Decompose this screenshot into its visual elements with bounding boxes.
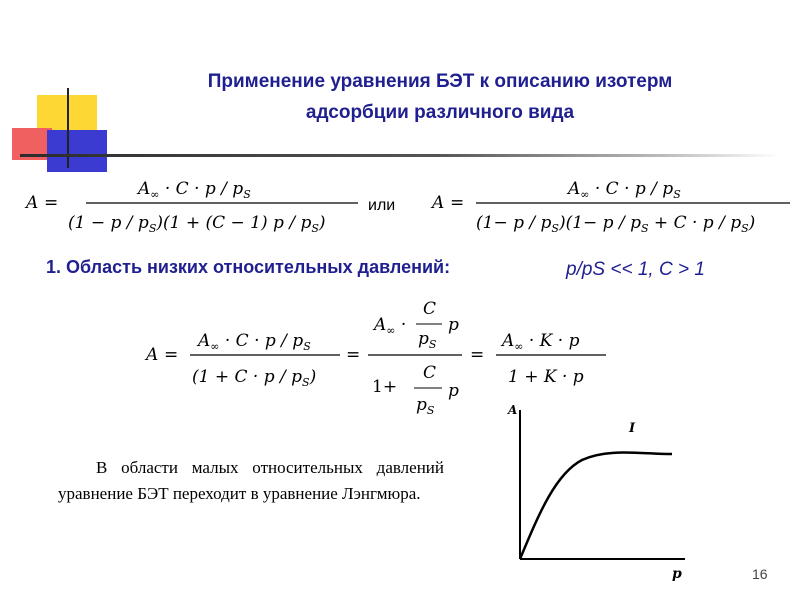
svg-text:C: C <box>423 363 437 383</box>
title-divider <box>20 154 780 157</box>
svg-text:(1 + C · p / pS): $(1 + C \cdot p / p_S)$ <box>192 367 317 389</box>
section-heading: 1. Область низких относительных давлений: <box>46 257 451 277</box>
or-label: или <box>368 197 396 214</box>
y-axis-label: A <box>508 403 518 417</box>
title-line-2: адсорбции различного вида <box>305 102 575 123</box>
svg-text:A: A <box>146 345 159 365</box>
page-number: 16 <box>752 566 768 582</box>
slide-title <box>110 66 770 128</box>
x-axis-label: p <box>672 566 682 582</box>
svg-text:C: C <box>423 299 437 319</box>
svg-text:A∞ · C · p / pS: $A_\infty \cdot C \cdot p / p_S$ <box>138 179 251 201</box>
svg-text:=: = <box>44 193 59 213</box>
svg-text:(1− p / pS)(1− p / pS + C · p: $(1- p / p_S)(1- p / p_S + C \cdot p / p_S)$ <box>476 213 756 235</box>
svg-text:p: p <box>448 315 459 335</box>
explanation-paragraph: В области малых относительных давлений уравнение БЭТ переходит в уравнение Лэнгмюра. <box>58 458 444 503</box>
svg-text:p: p <box>448 381 459 401</box>
svg-text:pS: $p_S$ <box>418 329 437 351</box>
svg-text:A: A <box>26 193 39 213</box>
curve-label: I <box>629 421 636 436</box>
svg-text:pS: $p_S$ <box>416 395 435 417</box>
svg-text:=: = <box>470 345 485 365</box>
svg-text:A∞ · C · p / pS: $A_\infty \cdot C \cdot p / p_S$ <box>568 179 681 201</box>
bet-equation-1 <box>20 172 360 238</box>
svg-text:1+: 1+ <box>372 377 398 397</box>
isotherm-curve <box>520 453 672 560</box>
isotherm-graph <box>500 396 700 586</box>
title-line-1: Применение уравнения БЭТ к описанию изотерм <box>207 71 673 92</box>
svg-text:=: = <box>346 345 361 365</box>
condition-text: p/pS << 1, C > 1 <box>566 259 705 280</box>
svg-text:A∞ · C · p / pS: $A_\infty \cdot C \cdot p / p_S$ <box>198 331 311 353</box>
svg-text:=: = <box>164 345 179 365</box>
decorative-square-blue <box>47 130 107 172</box>
svg-text:A∞ ·: $A_\infty$ · <box>374 315 407 337</box>
bet-equation-2 <box>428 172 793 238</box>
svg-text:=: = <box>450 193 465 213</box>
svg-text:(1 − p / pS)(1 + (C − 1) p / p: $(1 - p / p_S)(1 + (C - 1)$ p / $p_S$) <box>68 213 326 235</box>
svg-text:1 + K · p: 1 + K · p <box>508 367 584 387</box>
svg-text:A∞ · K · p: $A_\infty \cdot K \cdot p$ <box>502 331 580 353</box>
svg-text:A: A <box>432 193 445 213</box>
